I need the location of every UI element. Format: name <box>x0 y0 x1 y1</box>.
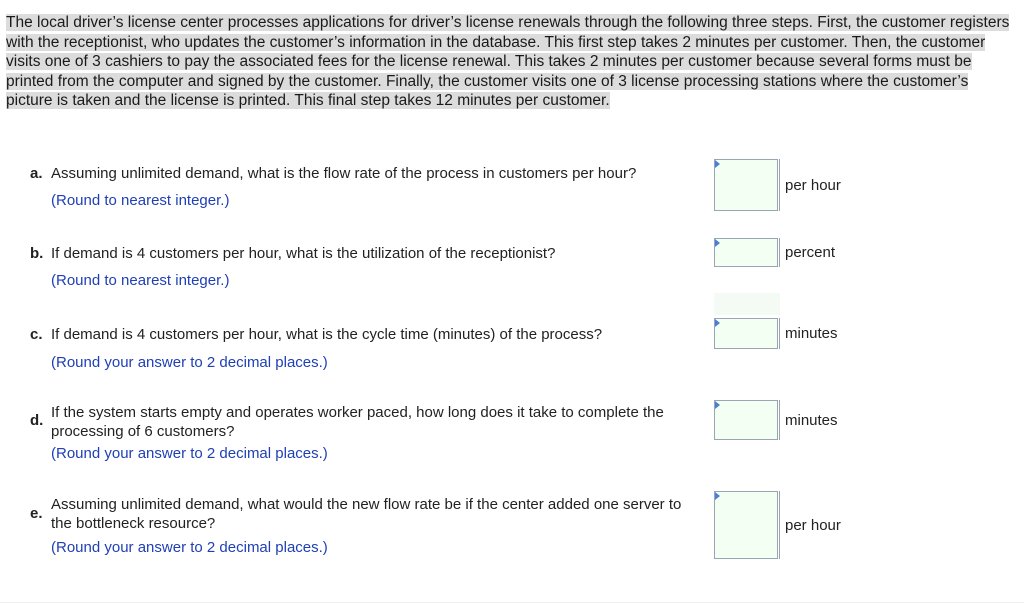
unit-label-e: per hour <box>779 491 841 559</box>
rounding-hint: (Round to nearest integer.) <box>51 272 230 289</box>
question-text: Assuming unlimited demand, what would the new flow rate be if the center added one server to the bottleneck resource? <box>51 496 682 532</box>
unit-label-a: per hour <box>779 159 841 211</box>
problem-statement-text: The local driver’s license center processes applications for driver’s license renewals through the following three steps. First, the customer registers with the receptionist, who updates the customer’s information in the database. This first step takes 2 minutes per customer. Then, the customer visits one of 3 cashiers to pay the associated fees for the license renewal. This takes 2 minutes per customer because several forms must be printed from the computer and signed by the customer. Finally, the customer visits one of 3 license processing stations where the customer’s picture is taken and the license is printed. This final step takes 12 minutes per customer. <box>6 14 1010 110</box>
divider <box>0 602 1024 603</box>
unit-label-d: minutes <box>779 400 838 440</box>
question-letter: e. <box>30 505 43 522</box>
answer-field-b[interactable] <box>715 239 777 266</box>
answer-input-a[interactable] <box>714 159 778 211</box>
question-letter: b. <box>30 245 44 262</box>
answer-input-d[interactable] <box>714 400 778 440</box>
rounding-hint: (Round your answer to 2 decimal places.) <box>51 445 328 462</box>
answer-field-e[interactable] <box>715 492 777 558</box>
question-text: If demand is 4 customers per hour, what is the utilization of the receptionist? <box>51 245 556 262</box>
question-text: If the system starts empty and operates worker paced, how long does it take to complete the processing of 6 customers? <box>51 404 664 440</box>
rounding-hint: (Round to nearest integer.) <box>51 192 230 209</box>
unit-label-b: percent <box>779 238 835 267</box>
unit-label-c: minutes <box>779 318 838 349</box>
problem-statement <box>6 13 1018 111</box>
answer-shading <box>714 293 780 315</box>
answer-input-c[interactable] <box>714 318 778 349</box>
rounding-hint: (Round your answer to 2 decimal places.) <box>51 539 328 556</box>
answer-field-d[interactable] <box>715 401 777 439</box>
answer-field-a[interactable] <box>715 160 777 210</box>
question-letter: d. <box>30 412 44 429</box>
question-text: Assuming unlimited demand, what is the flow rate of the process in customers per hour? <box>51 165 637 182</box>
rounding-hint: (Round your answer to 2 decimal places.) <box>51 354 328 371</box>
answer-input-b[interactable] <box>714 238 778 267</box>
question-letter: a. <box>30 165 43 182</box>
question-text: If demand is 4 customers per hour, what is the cycle time (minutes) of the process? <box>51 326 603 343</box>
question-letter: c. <box>30 326 43 343</box>
answer-field-c[interactable] <box>715 319 777 348</box>
answer-input-e[interactable] <box>714 491 778 559</box>
